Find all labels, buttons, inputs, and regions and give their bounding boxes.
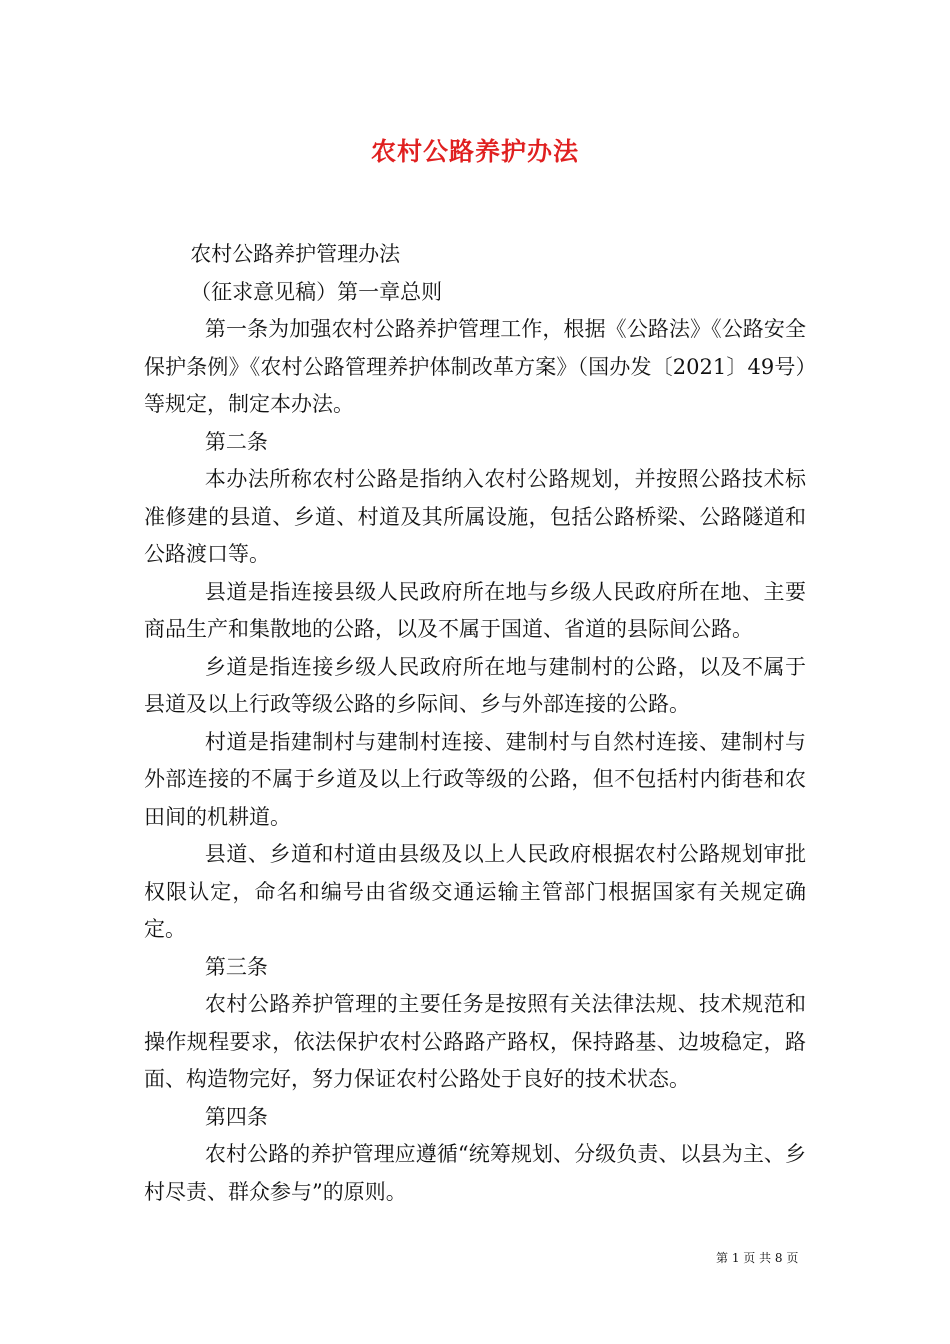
paragraph-heading: 农村公路养护管理办法 [190,242,401,266]
document-title: 农村公路养护办法 [370,137,579,166]
paragraph-county-road: 县道是指连接县级人民政府所在地与乡级人民政府所在地、主要商品生产和集散地的公路，以及不属于国道、省道的县际间公路。 [144,579,806,641]
document-body [144,236,806,1211]
article-4-heading: 第四条 [204,1104,268,1129]
article-3-heading: 第三条 [204,954,268,979]
paragraph-township-road: 乡道是指连接乡级人民政府所在地与建制村的公路，以及不属于县道及以上行政等级公路的乡际间、乡与外部连接的公路。 [144,654,806,716]
paragraph-road-approval: 县道、乡道和村道由县级及以上人民政府根据农村公路规划审批权限认定，命名和编号由省级交通运输主管部门根据国家有关规定确定。 [144,842,806,941]
paragraph-article-1: 第一条为加强农村公路养护管理工作，根据《公路法》《公路安全保护条例》《农村公路管理养护体制改革方案》（国办发〔2021〕49号）等规定，制定本办法。 [144,317,806,416]
page-number-footer: 第 1 页 共 8 页 [716,1251,799,1265]
paragraph-village-road: 村道是指建制村与建制村连接、建制村与自然村连接、建制村与外部连接的不属于乡道及以上行政等级的公路，但不包括村内街巷和农田间的机耕道。 [144,729,806,829]
paragraph-principles: 农村公路的养护管理应遵循“统筹规划、分级负责、以县为主、乡村尽责、群众参与”的原则。 [144,1142,806,1204]
paragraph-chapter: （征求意见稿）第一章总则 [190,279,443,304]
paragraph-rural-road-definition: 本办法所称农村公路是指纳入农村公路规划，并按照公路技术标准修建的县道、乡道、村道及其所属设施，包括公路桥梁、公路隧道和公路渡口等。 [144,467,806,566]
article-2-heading: 第二条 [204,429,268,454]
paragraph-main-tasks: 农村公路养护管理的主要任务是按照有关法律法规、技术规范和操作规程要求，依法保护农村公路路产路权，保持路基、边坡稳定，路面、构造物完好，努力保证农村公路处于良好的技术状态。 [144,992,806,1091]
